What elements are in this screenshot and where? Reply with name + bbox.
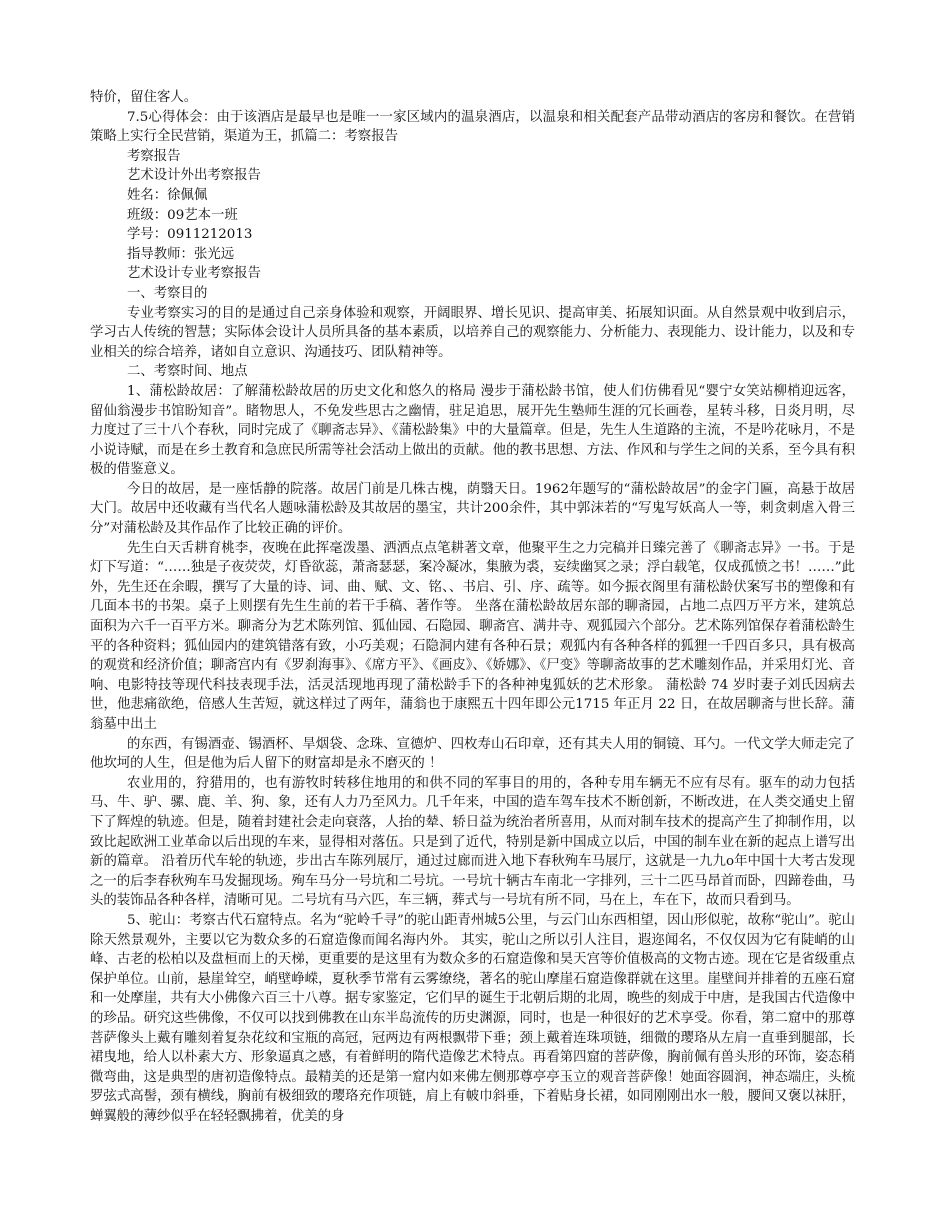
paragraph-tomb-relics: 的东西，有锡酒壶、锡酒杯、旱烟袋、念珠、宣德炉、四枚寿山石印章，还有其夫人用的铜镜、耳勺。一代文学大师走完了他坎坷的人生，但是他为后人留下的财富却是永不磨灭的 ！	[90, 736, 855, 772]
paragraph-2: 7.5心得体会：由于该酒店是最早也是唯一一家区域内的温泉酒店，以温泉和相关配套产品带动酒店的客房和餐饮。在营销策略上实行全民营销，渠道为王，抓篇二：考察报告	[90, 109, 855, 145]
document-page	[90, 88, 855, 1126]
paragraph-pu-songling-residence: 1、蒲松龄故居：了解蒲松龄故居的历史文化和悠久的格局 漫步于蒲松龄书馆，使人们仿佛看见“婴宁女笑站柳梢迎远客，留仙翁漫步书馆盼知音”。睹物思人，不免发些思古之幽情，驻足追思，展开先生塾师生涯的冗长画卷，星转斗移，日炎月明，尽力度过了三十八个春秋，同时完成了《聊斋志异》、《蒲松龄集》中的大量篇章。但是，先生人生道路的主流，不是吟花咏月，不是小说诗赋，而是在乡土教育和急庶民所需等社会活动上做出的贡献。他的教书思想、方法、作风和与学生之间的关系，至今具有积极的借鉴意义。	[90, 383, 855, 478]
section-heading-time-place: 二、考察时间、地点	[127, 364, 248, 380]
paragraph-purpose: 专业考察实习的目的是通过自己亲身体验和观察，开阔眼界、增长见识、提高审美、拓展知识面。从自然景观中收到启示，学习古人传统的智慧；实际体会设计人员所具备的基本素质，以培养自己的观察能力、分析能力、表现能力、设计能力，以及和专业相关的综合培养，诸如自立意识、沟通技巧、团队精神等。	[90, 305, 855, 360]
paragraph-ancient-chariots: 农业用的，狩猎用的，也有游牧时转移住地用的和供不同的军事目的用的，各种专用车辆无不应有尽有。驱车的动力包括马、牛、驴、骡、鹿、羊、狗、象，还有人力乃至风力。几千年来，中国的造车驾车技术不断创新，不断改进，在人类交通史上留下了辉煌的轨迹。但是，随着封建社会走向衰落，人抬的辇、轿日益为统治者所喜用，从而对制车技术的提高产生了抑制作用，以致比起欧洲工业革命以后出现的车来，显得相对落伍。只是到了近代，特别是新中国成立以后，中国的制车业在新的起点上谱写出新的篇章。 沿着历代车轮的轨迹，步出古车陈列展厅，通过过廊而进入地下春秋殉车马展厅，这就是一九九o年中国十大考古发现之一的后李春秋殉车马发掘现场。殉车马分一号坑和二号坑。一号坑十辆古车南北一字排列，三十二匹马昂首而卧，四蹄卷曲，马头的装饰品各种各样，清晰可见。二号坑有马六匹，车三辆，葬式与一号坑有所不同，马在上，车在下，故而只看到马。	[90, 775, 855, 909]
report-title: 考察报告	[127, 148, 181, 164]
paragraph-1: 特价，留住客人。	[90, 90, 198, 105]
paragraph-tuoshan: 5、驼山：考察古代石窟特点。名为“驼岭千寻”的驼山距青州城5公里，与云门山东西相望，因山形似驼，故称“驼山”。驼山除天然景观外，主要以它为数众多的石窟造像而闻名海内外。 其实，驼山之所以引人注目，遐迩闻名，不仅仅因为它有陡峭的山峰、古老的松柏以及盘桓而上的天梯，更重要的是这里有为数众多的石窟造像和昊天宫等价值极高的文物古迹。现在它是省级重点保护单位。山前，悬崖耸空，峭壁峥嵘，夏秋季节常有云雾缭绕，著名的驼山摩崖石窟造像群就在这里。崖壁间并排着的五座石窟和一处摩崖，共有大小佛像六百三十八尊。据专家鉴定，它们早的诞生于北朝后期的北周，晚些的刻成于中唐，是我国古代造像中的珍品。研究这些佛像，不仅可以找到佛教在山东半岛流传的历史渊源，同时，也是一种很好的艺术享受。你看，第二窟中的那尊菩萨像头上戴有雕刻着复杂花纹和宝瓶的高冠，冠两边有两根飘带下垂；颈上戴着连珠项链，细微的璎珞从左肩一直垂到腿部，长裙曳地，给人以朴素大方、形象逼真之感，有着鲜明的隋代造像艺术特点。再看第四窟的菩萨像，胸前佩有兽头形的环饰，姿态稍微弯曲，这是典型的唐初造像特点。最精美的还是第一窟内如来佛左侧那尊亭亭玉立的观音菩萨像！她面容圆润，神态端庄，头梳罗弦式高髻，颈有横线，胸前有极细致的璎珞充作项链，肩上有帔巾斜垂，下着贴身长裙，如同刚刚出水一般，腰间又褒以袜肝，蝉翼般的薄纱似乎在轻轻飘拂着，优美的身	[90, 912, 855, 1124]
advisor: 指导教师：张光远	[127, 246, 235, 262]
student-name: 姓名：徐佩佩	[127, 187, 208, 203]
paragraph-liaozhai: 先生白天舌耕育桃李，夜晚在此挥毫泼墨、洒洒点点笔耕著文章，他聚平生之力完稿并日臻完善了《聊斋志异》一书。于是灯下写道：“……独是子夜荧荧，灯昏欲蕊，萧斋瑟瑟，案冷凝冰，集腋为裘，妄续幽冥之录；浮白载笔，仅成孤愤之书！……”此外，先生还在余暇，撰写了大量的诗、词、曲、赋、文、铭、、书启、引、序、疏等。如今振衣阁里有蒲松龄伏案写书的塑像和有几面本书的书架。桌子上则摆有先生生前的若干手稿、著作等。 坐落在蒲松龄故居东部的聊斋园，占地二点四万平方米，建筑总面积为六千一百平方米。聊斋分为艺术陈列馆、狐仙园、石隐园、聊斋宫、满井寺、观狐园六个部分。艺术陈列馆保存着蒲松龄生平的各种资料；狐仙园内的建筑错落有致，小巧美观；石隐洞内建有各种石景；观狐内有各种各样的狐狸一千四百多只，具有极高的观赏和经济价值；聊斋宫内有《罗刹海事》、《席方平》、《画皮》、《娇娜》、《尸变》等聊斋故事的艺术雕刻作品，并采用灯光、音响、电影特技等现代科技表现手法，活灵活现地再现了蒲松龄手下的各种神鬼狐妖的艺术形象。 蒲松龄 74 岁时妻子刘氏因病去世，他悲痛欲绝，倍感人生苦短，就这样过了两年，蒲翁也于康熙五十四年即公元1715 年正月 22 日，在故居聊斋与世长辞。蒲翁墓中出土	[90, 540, 855, 732]
student-class: 班级：09艺本一班	[127, 207, 238, 223]
section-heading-purpose: 一、考察目的	[127, 285, 208, 301]
paragraph-residence-today: 今日的故居，是一座恬静的院落。故居门前是几株古槐，荫翳天日。1962年题写的“蒲松龄故居”的金字门匾，高悬于故居大门。故居中还收藏有当代名人题咏蒲松龄及其故居的墨宝，共计200余件，其中郭沫若的“写鬼写妖高人一等，刺贪刺虐入骨三分”对蒲松龄及其作品作了比较正确的评价。	[90, 481, 855, 537]
report-subtitle: 艺术设计外出考察报告	[127, 168, 261, 184]
report-heading: 艺术设计专业考察报告	[127, 266, 261, 282]
student-id: 学号：0911212013	[127, 227, 253, 243]
